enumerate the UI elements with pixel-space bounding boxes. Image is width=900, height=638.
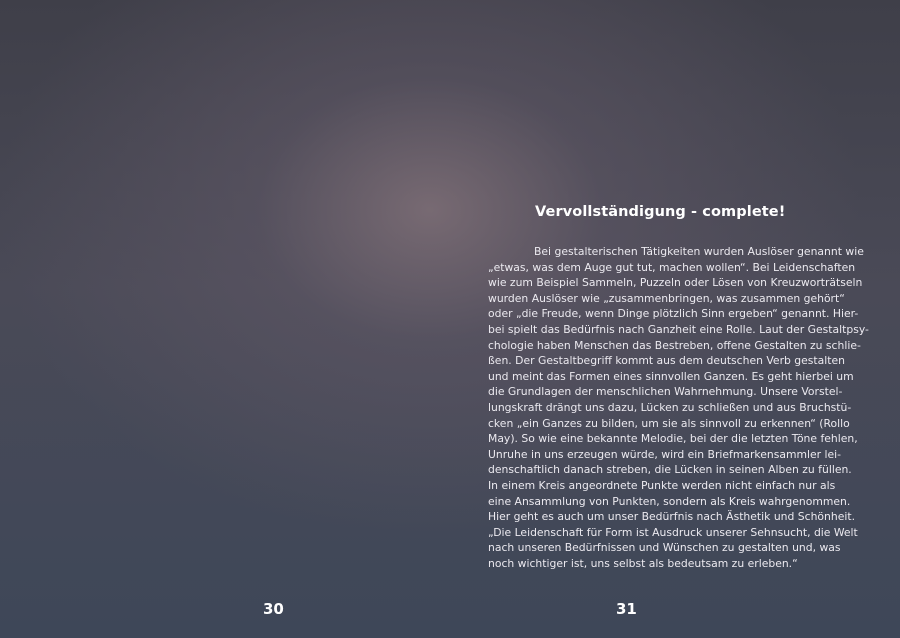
paragraph-line: ßen. Der Gestaltbegriff kommt aus dem deutschen Verb gestalten: [488, 354, 845, 368]
body-paragraph: [488, 244, 888, 571]
paragraph-line: Unruhe in uns erzeugen würde, wird ein Briefmarkensammler lei-: [488, 447, 842, 461]
right-page: [450, 0, 900, 638]
paragraph-line: denschaftlich danach streben, die Lücken in seinen Alben zu füllen.: [488, 463, 852, 477]
page-number-right: 31: [616, 600, 637, 618]
paragraph-line: chologie haben Menschen das Bestreben, offene Gestalten zu schlie-: [488, 338, 861, 352]
paragraph-line: noch wichtiger ist, uns selbst als bedeutsam zu erleben.“: [488, 556, 798, 570]
section-heading: Vervollständigung - complete!: [535, 204, 786, 220]
paragraph-line: wurden Auslöser wie „zusammenbringen, was zusammen gehört“: [488, 291, 845, 305]
paragraph-line: oder „die Freude, wenn Dinge plötzlich Sinn ergeben“ genannt. Hier-: [488, 307, 859, 321]
paragraph-line: lungskraft drängt uns dazu, Lücken zu schließen und aus Bruchstü-: [488, 400, 852, 414]
paragraph-line: „etwas, was dem Auge gut tut, machen wollen“. Bei Leidenschaften: [488, 260, 856, 274]
paragraph-line: „Die Leidenschaft für Form ist Ausdruck unserer Sehnsucht, die Welt: [488, 525, 858, 539]
paragraph-line: May). So wie eine bekannte Melodie, bei der die letzten Töne fehlen,: [488, 432, 858, 446]
paragraph-line: Hier geht es auch um unser Bedürfnis nach Ästhetik und Schönheit.: [488, 510, 856, 524]
paragraph-line: eine Ansammlung von Punkten, sondern als Kreis wahrgenommen.: [488, 494, 851, 508]
paragraph-line: cken „ein Ganzes zu bilden, um sie als sinnvoll zu erkennen“ (Rollo: [488, 416, 850, 430]
paragraph-line: In einem Kreis angeordnete Punkte werden nicht einfach nur als: [488, 478, 836, 492]
paragraph-line: bei spielt das Bedürfnis nach Ganzheit eine Rolle. Laut der Gestaltpsy-: [488, 322, 869, 336]
paragraph-line: wie zum Beispiel Sammeln, Puzzeln oder Lösen von Kreuzworträtseln: [488, 276, 863, 290]
paragraph-line: Bei gestalterischen Tätigkeiten wurden Auslöser genannt wie: [534, 245, 864, 258]
paragraph-line: und meint das Formen eines sinnvollen Ganzen. Es geht hierbei um: [488, 369, 854, 383]
page-number-left: 30: [263, 600, 284, 618]
paragraph-line: nach unseren Bedürfnissen und Wünschen zu gestalten und, was: [488, 541, 841, 555]
paragraph-line: die Grundlagen der menschlichen Wahrnehmung. Unsere Vorstel-: [488, 385, 843, 399]
